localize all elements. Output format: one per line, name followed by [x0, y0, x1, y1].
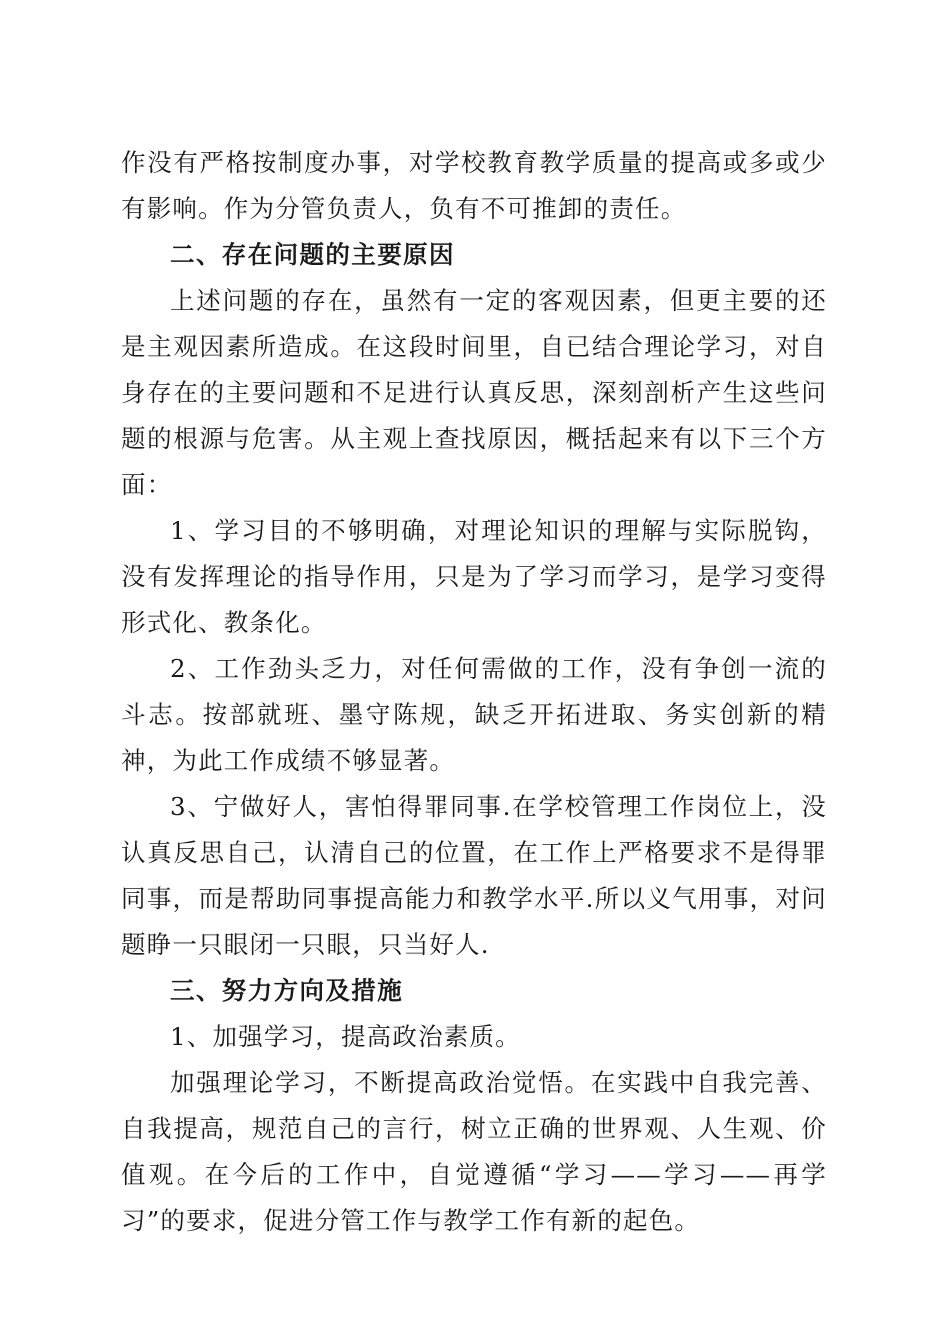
document-body [121, 140, 827, 1244]
section-heading-2: 二、存在问题的主要原因 [170, 240, 455, 269]
section-heading-3: 三、努力方向及措施 [170, 976, 404, 1005]
paragraph-causes-intro: 上述问题的存在，虽然有一定的客观因素，但更主要的还是主观因素所造成。在这段时间里，自已结合理论学习，对自身存在的主要问题和不足进行认真反思，深刻剖析产生这些问题的根源与危害。从主观上查找原因，概括起来有以下三个方面： [121, 286, 827, 499]
paragraph-continued: 作没有严格按制度办事，对学校教育教学质量的提高或多或少有影响。作为分管负责人，负有不可推卸的责任。 [121, 148, 827, 223]
paragraph-measure-1-body: 加强理论学习，不断提高政治觉悟。在实践中自我完善、自我提高，规范自己的言行，树立正确的世界观、人生观、价值观。在今后的工作中，自觉遵循“学习——学习——再学习”的要求，促进分管工作与教学工作有新的起色。 [121, 1068, 827, 1235]
paragraph-cause-3: 3、宁做好人，害怕得罪同事.在学校管理工作岗位上，没认真反思自己，认清自己的位置，在工作上严格要求不是得罪同事，而是帮助同事提高能力和教学水平.所以义气用事，对问题睁一只眼闭一只眼，只当好人. [121, 792, 827, 959]
paragraph-cause-2: 2、工作劲头乏力，对任何需做的工作，没有争创一流的斗志。按部就班、墨守陈规，缺乏开拓进取、务实创新的精神，为此工作成绩不够显著。 [121, 654, 827, 775]
paragraph-cause-1: 1、学习目的不够明确，对理论知识的理解与实际脱钩，没有发挥理论的指导作用，只是为了学习而学习，是学习变得形式化、教条化。 [121, 516, 827, 637]
paragraph-measure-1-title: 1、加强学习，提高政治素质。 [170, 1022, 521, 1051]
